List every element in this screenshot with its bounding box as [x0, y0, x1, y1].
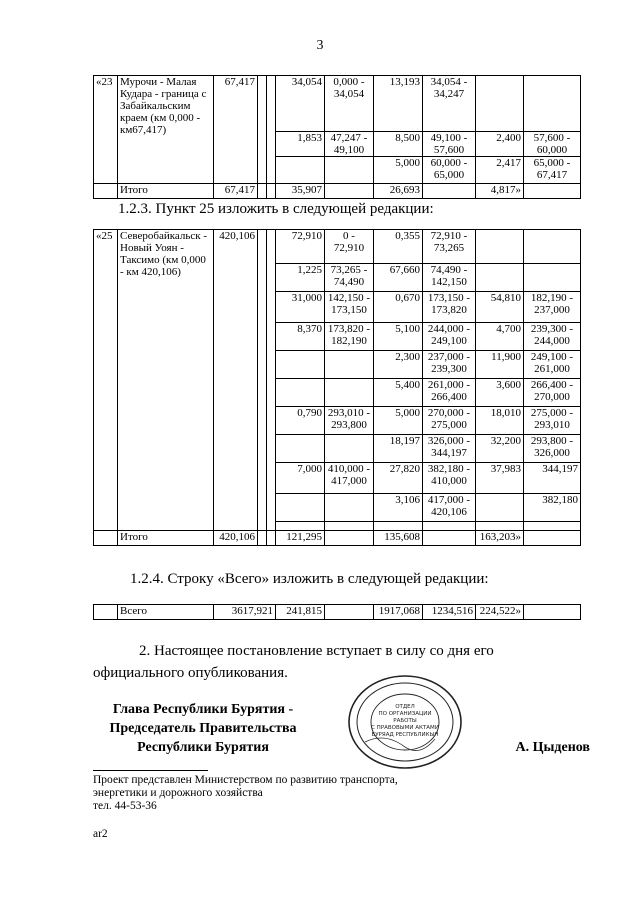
table-cell: 173,150 - 173,820 [423, 292, 476, 323]
table-cell: 142,150 - 173,150 [325, 292, 374, 323]
table-cell: 2,300 [374, 351, 423, 379]
table-cell: 237,000 - 239,300 [423, 351, 476, 379]
table-cell: 72,910 [276, 230, 325, 264]
table-cell: 1,225 [276, 264, 325, 292]
signatory-title [93, 700, 313, 757]
seal-text: РАБОТЫ [393, 718, 417, 724]
table-cell: 293,010 - 293,800 [325, 407, 374, 435]
table-cell: 49,100 - 57,600 [423, 132, 476, 157]
road-number: «25 [94, 230, 118, 531]
paragraph-1-2-3: 1.2.3. Пункт 25 изложить в следующей редакции: [118, 201, 434, 217]
table-cell: 5,400 [374, 379, 423, 407]
table-cell: 8,370 [276, 323, 325, 351]
table-cell [476, 494, 524, 522]
total-length: 420,106 [214, 531, 258, 546]
total-all-value: 1917,068 [374, 605, 423, 620]
road-number: «23 [94, 76, 118, 184]
table-cell: 0 - 72,910 [325, 230, 374, 264]
table-cell: 0,355 [374, 230, 423, 264]
total-row [94, 531, 581, 546]
table-cell: 1,853 [276, 132, 325, 157]
total-all-value: 224,522» [476, 605, 524, 620]
table-cell: 60,000 - 65,000 [423, 157, 476, 184]
total-label: Итого [118, 531, 214, 546]
table-cell: 5,000 [374, 157, 423, 184]
signatory-title-line: Председатель Правительства [109, 721, 297, 736]
total-value: 163,203» [476, 531, 524, 546]
table-cell: 47,247 - 49,100 [325, 132, 374, 157]
table-cell [276, 157, 325, 184]
table-cell: 417,000 - 420,106 [423, 494, 476, 522]
road-length: 420,106 [214, 230, 258, 531]
table-cell: 239,300 - 244,000 [524, 323, 581, 351]
table-cell [325, 379, 374, 407]
table-cell: 261,000 - 266,400 [423, 379, 476, 407]
total-value: 4,817» [476, 184, 524, 199]
table-cell: 57,600 - 60,000 [524, 132, 581, 157]
table-cell: 275,000 - 293,010 [524, 407, 581, 435]
table-cell [276, 435, 325, 463]
table-cell: 249,100 - 261,000 [524, 351, 581, 379]
table-cell: 13,193 [374, 76, 423, 132]
table-cell: 270,000 - 275,000 [423, 407, 476, 435]
table-cell: 2,400 [476, 132, 524, 157]
table-cell: 8,500 [374, 132, 423, 157]
table-cell: 74,490 - 142,150 [423, 264, 476, 292]
table-cell: 410,000 - 417,000 [325, 463, 374, 494]
road-length: 67,417 [214, 76, 258, 184]
table-cell: 5,100 [374, 323, 423, 351]
table-cell: 37,983 [476, 463, 524, 494]
table-cell [325, 351, 374, 379]
table-cell: 18,010 [476, 407, 524, 435]
table-cell: 293,800 - 326,000 [524, 435, 581, 463]
table-cell [276, 351, 325, 379]
table-cell: 27,820 [374, 463, 423, 494]
table-cell: 182,190 - 237,000 [524, 292, 581, 323]
signatory-title-line: Глава Республики Бурятия - [112, 702, 294, 717]
table-cell: 32,200 [476, 435, 524, 463]
total-all-value: 3617,921 [214, 605, 276, 620]
footnote [93, 774, 513, 813]
table-cell: 72,910 - 73,265 [423, 230, 476, 264]
table-cell: 0,790 [276, 407, 325, 435]
table-cell: 244,000 - 249,100 [423, 323, 476, 351]
table-cell: 3,106 [374, 494, 423, 522]
total-all-value: 1234,516 [423, 605, 476, 620]
table-cell [325, 494, 374, 522]
total-all-label: Всего [118, 605, 214, 620]
page-number: 3 [316, 38, 324, 53]
table-cell: 266,400 - 270,000 [524, 379, 581, 407]
table-cell: 31,000 [276, 292, 325, 323]
table-cell [524, 230, 581, 264]
table-cell [276, 379, 325, 407]
table-cell: 34,054 - 34,247 [423, 76, 476, 132]
table-cell: 34,054 [276, 76, 325, 132]
signatory-title-line: Республики Бурятия [137, 740, 269, 755]
paragraph-1-2-4: 1.2.4. Строку «Всего» изложить в следующей редакции: [130, 571, 489, 587]
total-value: 26,693 [374, 184, 423, 199]
road-23-table [93, 75, 581, 199]
footnote-line: Проект представлен Министерством по развитию транспорта, [93, 774, 398, 786]
table-row [94, 76, 581, 132]
table-cell [325, 157, 374, 184]
road-name: Северобайкальск - Новый Уоян - Таксимо (км 0,000 - км 420,106) [118, 230, 214, 531]
table-cell: 0,000 - 34,054 [325, 76, 374, 132]
table-cell: 67,660 [374, 264, 423, 292]
table-cell: 326,000 - 344,197 [423, 435, 476, 463]
official-seal [345, 672, 495, 772]
seal-text: С ПРАВОВЫМИ АКТАМИ [371, 725, 439, 731]
table-cell: 4,700 [476, 323, 524, 351]
signatory-name: А. Цыденов [515, 740, 590, 755]
table-cell: 382,180 - 410,000 [423, 463, 476, 494]
table-cell: 7,000 [276, 463, 325, 494]
paragraph-2: 2. Настоящее постановление вступает в силу со дня его официального опубликования. [93, 643, 494, 681]
table-cell: 3,600 [476, 379, 524, 407]
table-cell: 11,900 [476, 351, 524, 379]
total-all-value: 241,815 [276, 605, 325, 620]
table-cell [524, 76, 581, 132]
table-cell: 5,000 [374, 407, 423, 435]
total-value: 121,295 [276, 531, 325, 546]
total-length: 67,417 [214, 184, 258, 199]
table-cell [524, 264, 581, 292]
table-cell [276, 494, 325, 522]
footnote-line: тел. 44-53-36 [93, 800, 157, 812]
table-cell: 382,180 [524, 494, 581, 522]
table-cell: 0,670 [374, 292, 423, 323]
road-25-table [93, 229, 581, 546]
footnote-line: энергетики и дорожного хозяйства [93, 787, 263, 799]
document-code: ar2 [93, 828, 108, 840]
seal-text: БУРЯАД РЕСПУБЛИКЫН [371, 732, 439, 738]
total-value: 135,608 [374, 531, 423, 546]
total-row [94, 184, 581, 199]
footnote-rule [93, 770, 208, 771]
table-cell: 73,265 - 74,490 [325, 264, 374, 292]
table-cell [476, 76, 524, 132]
table-cell: 65,000 - 67,417 [524, 157, 581, 184]
total-all-table [93, 604, 581, 620]
table-cell: 54,810 [476, 292, 524, 323]
table-row [94, 605, 581, 620]
seal-text: ОТДЕЛ [395, 704, 415, 710]
table-cell [325, 435, 374, 463]
table-cell: 2,417 [476, 157, 524, 184]
seal-text: ПО ОРГАНИЗАЦИИ [378, 711, 432, 717]
table-cell: 344,197 [524, 463, 581, 494]
table-row [94, 230, 581, 264]
total-value: 35,907 [276, 184, 325, 199]
total-label: Итого [118, 184, 214, 199]
table-cell: 173,820 - 182,190 [325, 323, 374, 351]
table-cell [476, 230, 524, 264]
road-name: Мурочи - Малая Кудара - граница с Забайкальским краем (км 0,000 - км67,417) [118, 76, 214, 184]
table-cell: 18,197 [374, 435, 423, 463]
table-cell [476, 264, 524, 292]
